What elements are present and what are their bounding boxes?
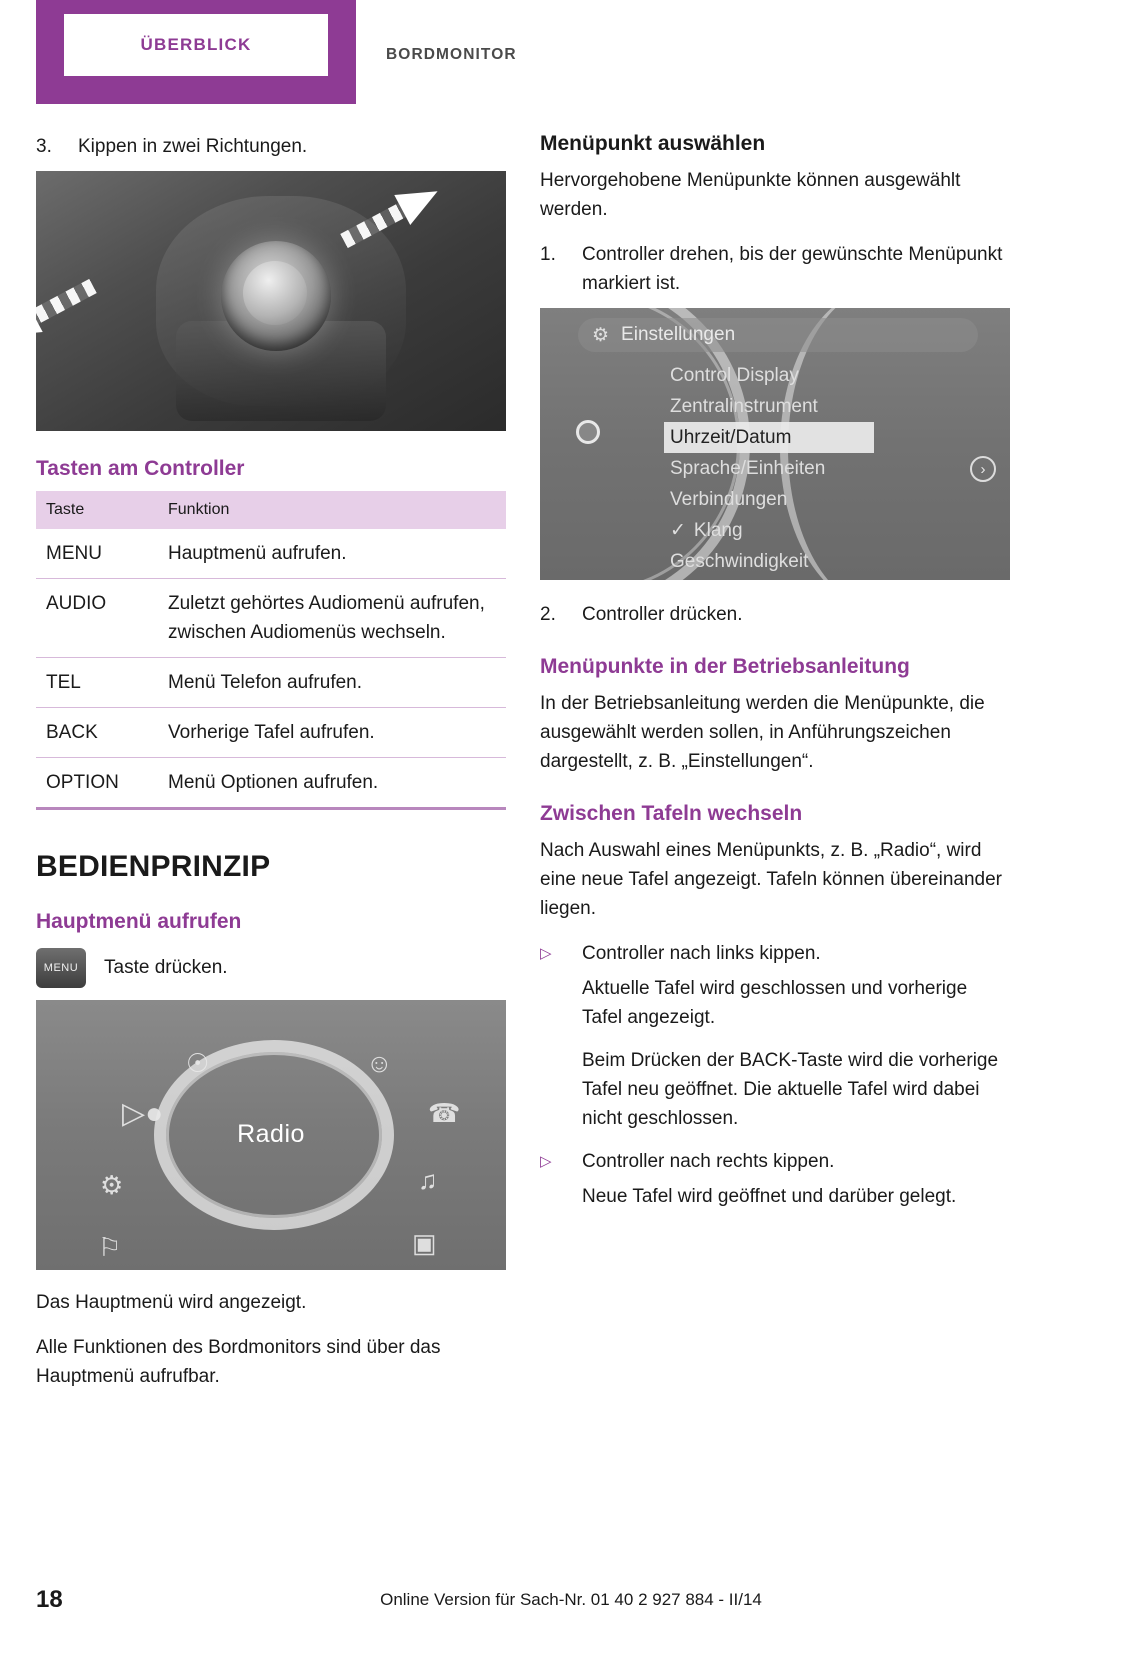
- tasten-am-controller-heading: Tasten am Controller: [36, 457, 245, 480]
- table-header-taste: Taste: [36, 491, 158, 529]
- radio-icon: ▣: [412, 1228, 437, 1258]
- hauptmenu-aufrufen-heading: Hauptmenü aufrufen: [36, 910, 242, 933]
- flag-icon: ⚐: [98, 1232, 122, 1262]
- menu-center-label: Radio: [237, 1120, 305, 1148]
- step-item: [36, 132, 506, 161]
- media-icon: ♫: [418, 1165, 438, 1195]
- bullet-marker-icon: ▷: [540, 945, 552, 962]
- table-cell-function: Menü Telefon aufrufen.: [158, 658, 506, 708]
- list-item: [540, 1147, 1010, 1176]
- hauptmenu-result-text: Das Hauptmenü wird angezeigt.: [36, 1292, 307, 1313]
- left-column: [36, 132, 506, 1407]
- tafeln-wechseln-heading: Zwischen Tafeln wechseln: [540, 802, 803, 825]
- header-section-label: BORDMONITOR: [386, 46, 517, 63]
- table-row: [36, 658, 506, 708]
- table-row: [36, 529, 506, 579]
- list-item-detail: Beim Drücken der BACK-Taste wird die vorherige Tafel neu geöffnet. Die aktuelle Tafel wird dabei nicht geschlossen.: [582, 1050, 999, 1129]
- main-menu-screenshot: [36, 1000, 506, 1270]
- step-number: 3.: [36, 136, 52, 157]
- menu-item[interactable]: Geschwindigkeit: [670, 551, 809, 572]
- menu-item[interactable]: Verbindungen: [670, 489, 788, 510]
- hauptmenu-functions-text: Alle Funktionen des Bordmonitors sind über das Hauptmenü aufrufbar.: [36, 1337, 441, 1387]
- step-text: Controller drücken.: [582, 604, 743, 625]
- phone-icon: ☎: [428, 1098, 461, 1128]
- menupunkt-intro-text: Hervorgehobene Menüpunkte können ausgewählt werden.: [540, 170, 961, 220]
- settings-menu-screenshot: [540, 308, 1010, 580]
- menu-item-klang[interactable]: [670, 515, 990, 546]
- list-item-detail: Neue Tafel wird geöffnet und darüber gelegt.: [582, 1186, 957, 1207]
- table-header-funktion: Funktion: [158, 491, 506, 529]
- page-footer: [0, 1574, 1142, 1614]
- table-row: [36, 579, 506, 658]
- car-icon: ▷●: [122, 1097, 164, 1130]
- bullet-marker-icon: ▷: [540, 1153, 552, 1170]
- settings-title-bar: [578, 318, 978, 352]
- settings-title-label: Einstellungen: [621, 324, 736, 345]
- header-tab-label: ÜBERBLICK: [140, 35, 252, 54]
- menu-key-row: [36, 948, 506, 988]
- table-cell-function: Vorherige Tafel aufrufen.: [158, 708, 506, 758]
- list-item: [540, 939, 1010, 968]
- controller-knob: [221, 241, 331, 351]
- step-number: 2.: [540, 604, 556, 625]
- menupunkt-auswaehlen-heading: Menüpunkt auswählen: [540, 132, 766, 155]
- person-icon: ☺: [366, 1048, 393, 1078]
- menu-key-instruction: Taste drücken.: [104, 957, 228, 978]
- table-cell-key: MENU: [36, 529, 158, 579]
- step-item: [540, 240, 1010, 298]
- settings-menu-items: [670, 360, 990, 577]
- list-item-detail: Aktuelle Tafel wird geschlossen und vorherige Tafel angezeigt.: [582, 978, 968, 1028]
- step-number: 1.: [540, 244, 556, 265]
- controller-knob-inner: [243, 261, 307, 325]
- betriebsanleitung-text: In der Betriebsanleitung werden die Menüpunkte, die ausgewählt werden sollen, in Anführungszeichen dargestellt, z. B. „Einstellungen“.: [540, 693, 985, 772]
- check-icon: ✓: [670, 520, 686, 541]
- table-cell-key: TEL: [36, 658, 158, 708]
- right-column: [540, 132, 1010, 1225]
- menu-item[interactable]: Sprache/Einheiten: [670, 458, 826, 479]
- menu-item[interactable]: Control Display: [670, 365, 799, 386]
- list-item-text: Controller nach links kippen.: [582, 943, 821, 964]
- table-cell-key: BACK: [36, 708, 158, 758]
- menu-item-selected[interactable]: Uhrzeit/Datum: [664, 422, 874, 453]
- gear-icon: ⚙: [592, 324, 610, 346]
- section-title-bedienprinzip: BEDIENPRINZIP: [36, 850, 271, 883]
- table-cell-key: AUDIO: [36, 579, 158, 658]
- controller-cursor-icon: [576, 420, 600, 444]
- table-cell-function: Hauptmenü aufrufen.: [158, 529, 506, 579]
- globe-icon: ☉: [186, 1048, 210, 1078]
- table-cell-function: Menü Optionen aufrufen.: [158, 758, 506, 809]
- table-row: [36, 708, 506, 758]
- menu-item-label: Klang: [693, 520, 743, 541]
- header-tab-ueberblick: [64, 14, 328, 76]
- page-header: [0, 0, 1142, 104]
- betriebsanleitung-heading: Menüpunkte in der Betriebsanleitung: [540, 655, 910, 678]
- step-item: [540, 600, 1010, 629]
- menu-button-icon: MENU: [36, 948, 86, 988]
- tasten-table: [36, 491, 506, 810]
- list-item-text: Controller nach rechts kippen.: [582, 1151, 835, 1172]
- menu-item[interactable]: Zentralinstrument: [670, 396, 818, 417]
- table-cell-function: Zuletzt gehörtes Audiomenü aufrufen, zwischen Audiomenüs wechseln.: [158, 579, 506, 658]
- table-header-row: [36, 491, 506, 529]
- chevron-right-icon[interactable]: ›: [970, 456, 996, 482]
- table-cell-key: OPTION: [36, 758, 158, 809]
- tafeln-intro-text: Nach Auswahl eines Menüpunkts, z. B. „Radio“, wird eine neue Tafel angezeigt. Tafeln können übereinander liegen.: [540, 840, 1003, 919]
- table-row: [36, 758, 506, 809]
- page-number: 18: [36, 1586, 63, 1613]
- gear-icon: ⚙: [100, 1170, 124, 1200]
- controller-photo: [36, 171, 506, 431]
- footer-note: Online Version für Sach-Nr. 01 40 2 927 884 - II/14: [380, 1590, 762, 1609]
- step-text: Controller drehen, bis der gewünschte Menüpunkt markiert ist.: [582, 244, 1003, 294]
- step-text: Kippen in zwei Richtungen.: [78, 136, 308, 157]
